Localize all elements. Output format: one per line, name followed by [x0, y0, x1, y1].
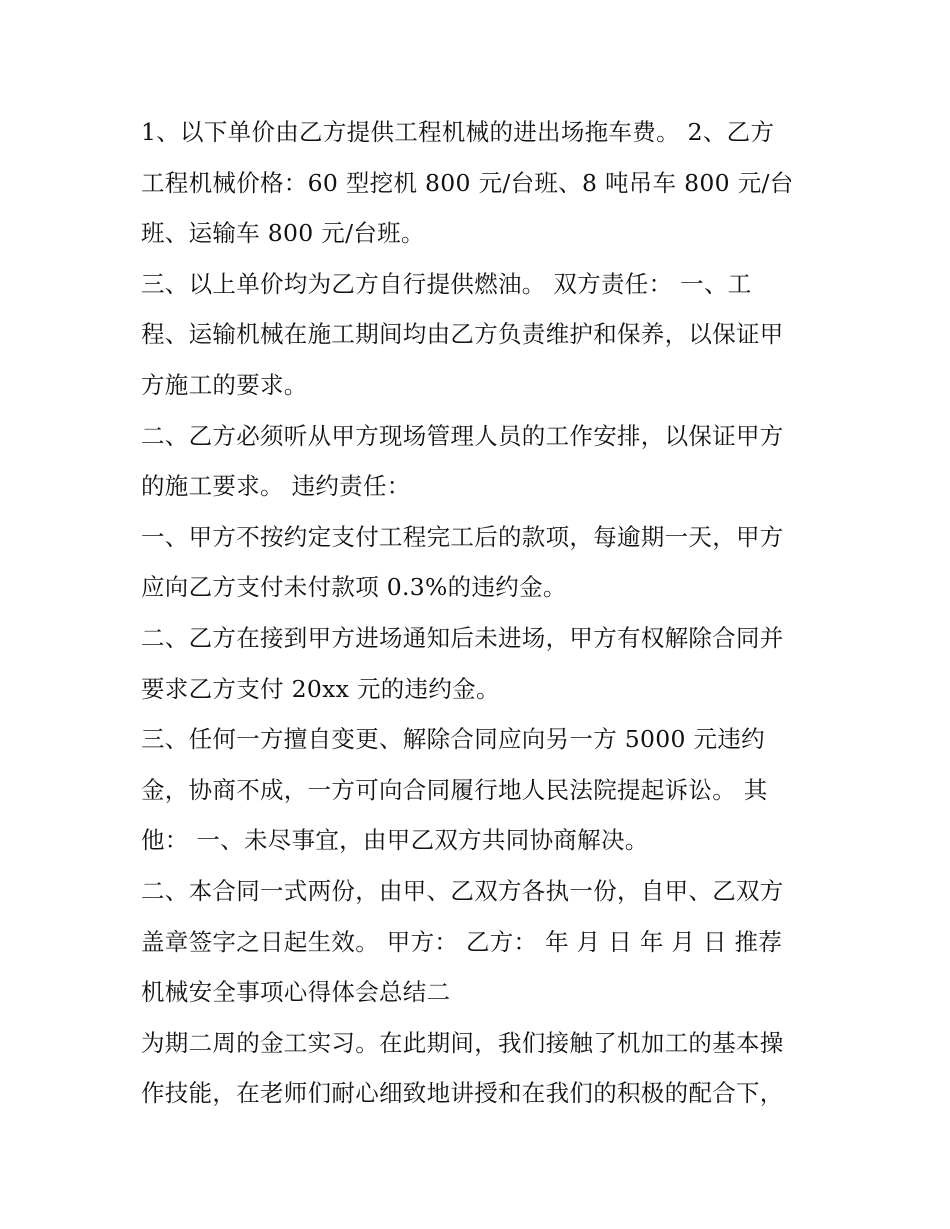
- text-line: 一、甲方不按约定支付工程完工后的款项，每逾期一天，甲方: [141, 522, 784, 551]
- text-line: 金，协商不成，一方可向合同履行地人民法院提起诉讼。 其: [141, 775, 768, 804]
- document-body: [141, 107, 841, 1119]
- text-line: 程、运输机械在施工期间均由乙方负责维护和保养，以保证甲: [141, 320, 784, 349]
- text-line: 他： 一、未尽事宜，由甲乙双方共同协商解决。: [141, 826, 649, 855]
- section-heading: 机械安全事项心得体会总结二: [141, 978, 451, 1007]
- text-line: 要求乙方支付 20xx 元的违约金。: [141, 674, 500, 703]
- text-line: 二、本合同一式两份，由甲、乙双方各执一份，自甲、乙双方: [141, 876, 784, 905]
- text-line: 应向乙方支付未付款项 0.3%的违约金。: [141, 573, 567, 602]
- text-line: 三、任何一方擅自变更、解除合同应向另一方 5000 元违约: [141, 725, 765, 754]
- text-line: 作技能，在老师们耐心细致地讲授和在我们的积极的配合下，: [141, 1079, 784, 1108]
- text-line: 工程机械价格：60 型挖机 800 元/台班、8 吨吊车 800 元/台: [141, 168, 794, 197]
- text-line: 盖章签字之日起生效。 甲方： 乙方： 年 月 日 年 月 日 推荐: [141, 927, 783, 956]
- text-line: 方施工的要求。: [141, 370, 308, 399]
- text-line: 为期二周的金工实习。在此期间，我们接触了机加工的基本操: [141, 1028, 784, 1057]
- text-line: 三、以上单价均为乙方自行提供燃油。 双方责任： 一、工: [141, 269, 752, 298]
- text-line: 1、以下单价由乙方提供工程机械的进出场拖车费。 2、乙方: [141, 118, 775, 146]
- text-line: 二、乙方必须听从甲方现场管理人员的工作安排，以保证甲方: [141, 421, 784, 450]
- text-line: 的施工要求。 违约责任：: [141, 472, 411, 501]
- text-line: 班、运输车 800 元/台班。: [141, 219, 425, 248]
- text-line: 二、乙方在接到甲方进场通知后未进场，甲方有权解除合同并: [141, 623, 784, 652]
